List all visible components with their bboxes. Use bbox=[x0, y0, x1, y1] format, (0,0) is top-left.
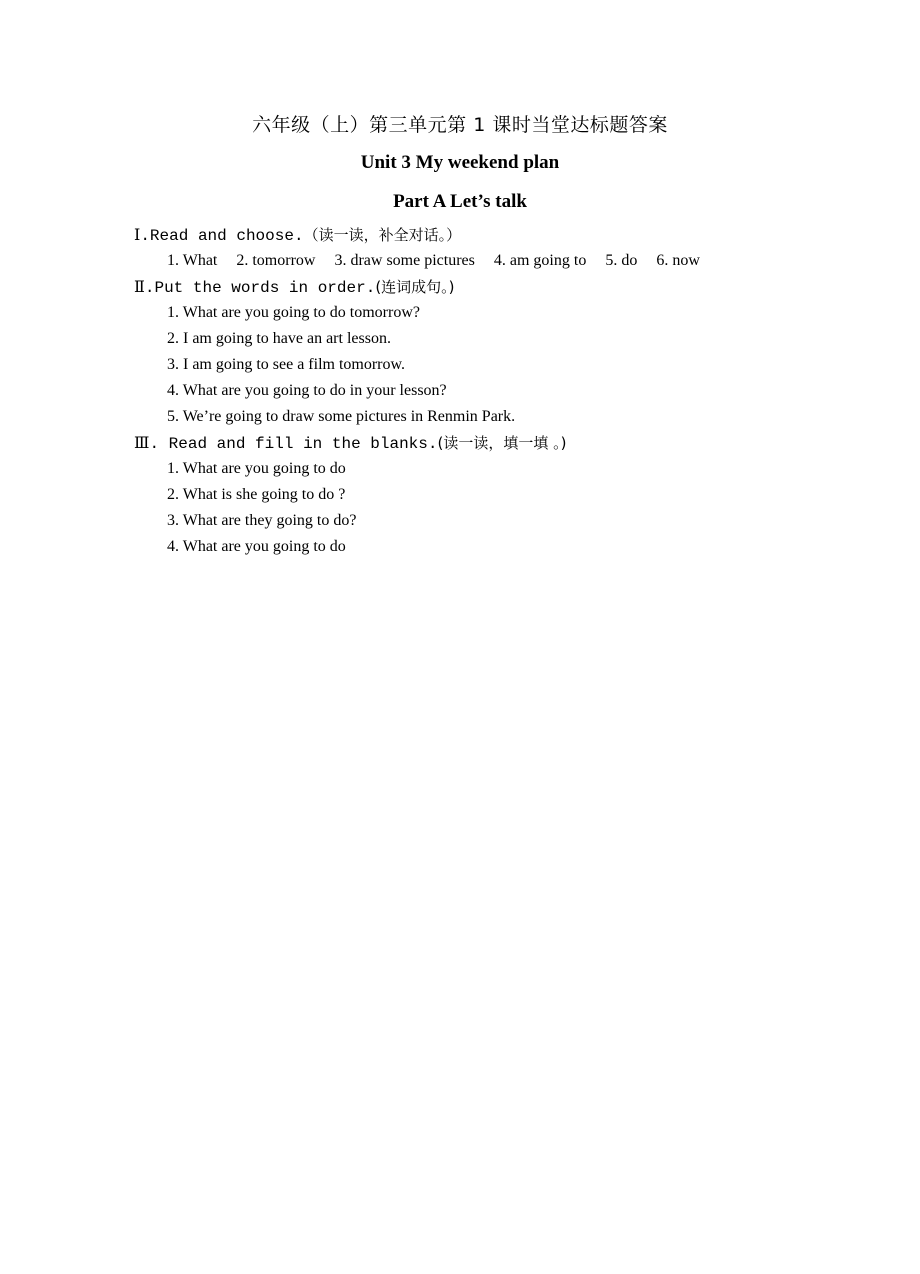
part-title: Part A Let’s talk bbox=[393, 191, 527, 212]
unit-title: Unit 3 My weekend plan bbox=[360, 152, 560, 173]
list-item: 4. What are you going to do in your lesson? bbox=[167, 382, 447, 399]
section-1-numeral: Ⅰ bbox=[134, 225, 141, 244]
section-2-heading bbox=[134, 277, 455, 298]
section-3-numeral: Ⅲ bbox=[134, 433, 150, 452]
section-3-heading bbox=[134, 433, 566, 454]
section-3-heading-cn: (读一读，填一填 。) bbox=[437, 434, 567, 452]
answer-choice: 2. tomorrow bbox=[236, 252, 316, 269]
answer-choice: 1. What bbox=[167, 252, 218, 269]
list-item: 2. What is she going to do ? bbox=[167, 486, 346, 503]
answer-choice: 6. now bbox=[656, 252, 700, 269]
list-item: 2. I am going to have an art lesson. bbox=[167, 330, 391, 347]
list-item: 3. What are they going to do? bbox=[167, 512, 357, 529]
section-1-answer-line bbox=[167, 251, 700, 271]
answer-choice: 4. am going to bbox=[493, 252, 587, 269]
section-2-heading-text: .Put the words in order. bbox=[144, 279, 376, 297]
list-item: 3. I am going to see a film tomorrow. bbox=[167, 356, 406, 373]
page-title-chinese: 六年级（上）第三单元第 1 课时当堂达标题答案 bbox=[252, 114, 668, 136]
list-item: 1. What are you going to do bbox=[167, 460, 346, 477]
section-2-heading-cn: (连词成句。) bbox=[375, 278, 455, 296]
list-item: 1. What are you going to do tomorrow? bbox=[167, 304, 420, 321]
section-1-heading-cn: （读一读，补全对话。） bbox=[303, 226, 462, 244]
list-item: 5. We’re going to draw some pictures in Renmin Park. bbox=[167, 408, 516, 425]
section-1-heading-text: .Read and choose. bbox=[140, 227, 304, 245]
list-item: 4. What are you going to do bbox=[167, 538, 346, 555]
section-3-heading-text: . Read and fill in the blanks. bbox=[149, 435, 438, 453]
section-2-numeral: Ⅱ bbox=[134, 277, 145, 296]
answer-choice: 3. draw some pictures bbox=[334, 252, 475, 269]
section-1-heading bbox=[134, 225, 461, 246]
answer-choice: 5. do bbox=[605, 252, 638, 269]
